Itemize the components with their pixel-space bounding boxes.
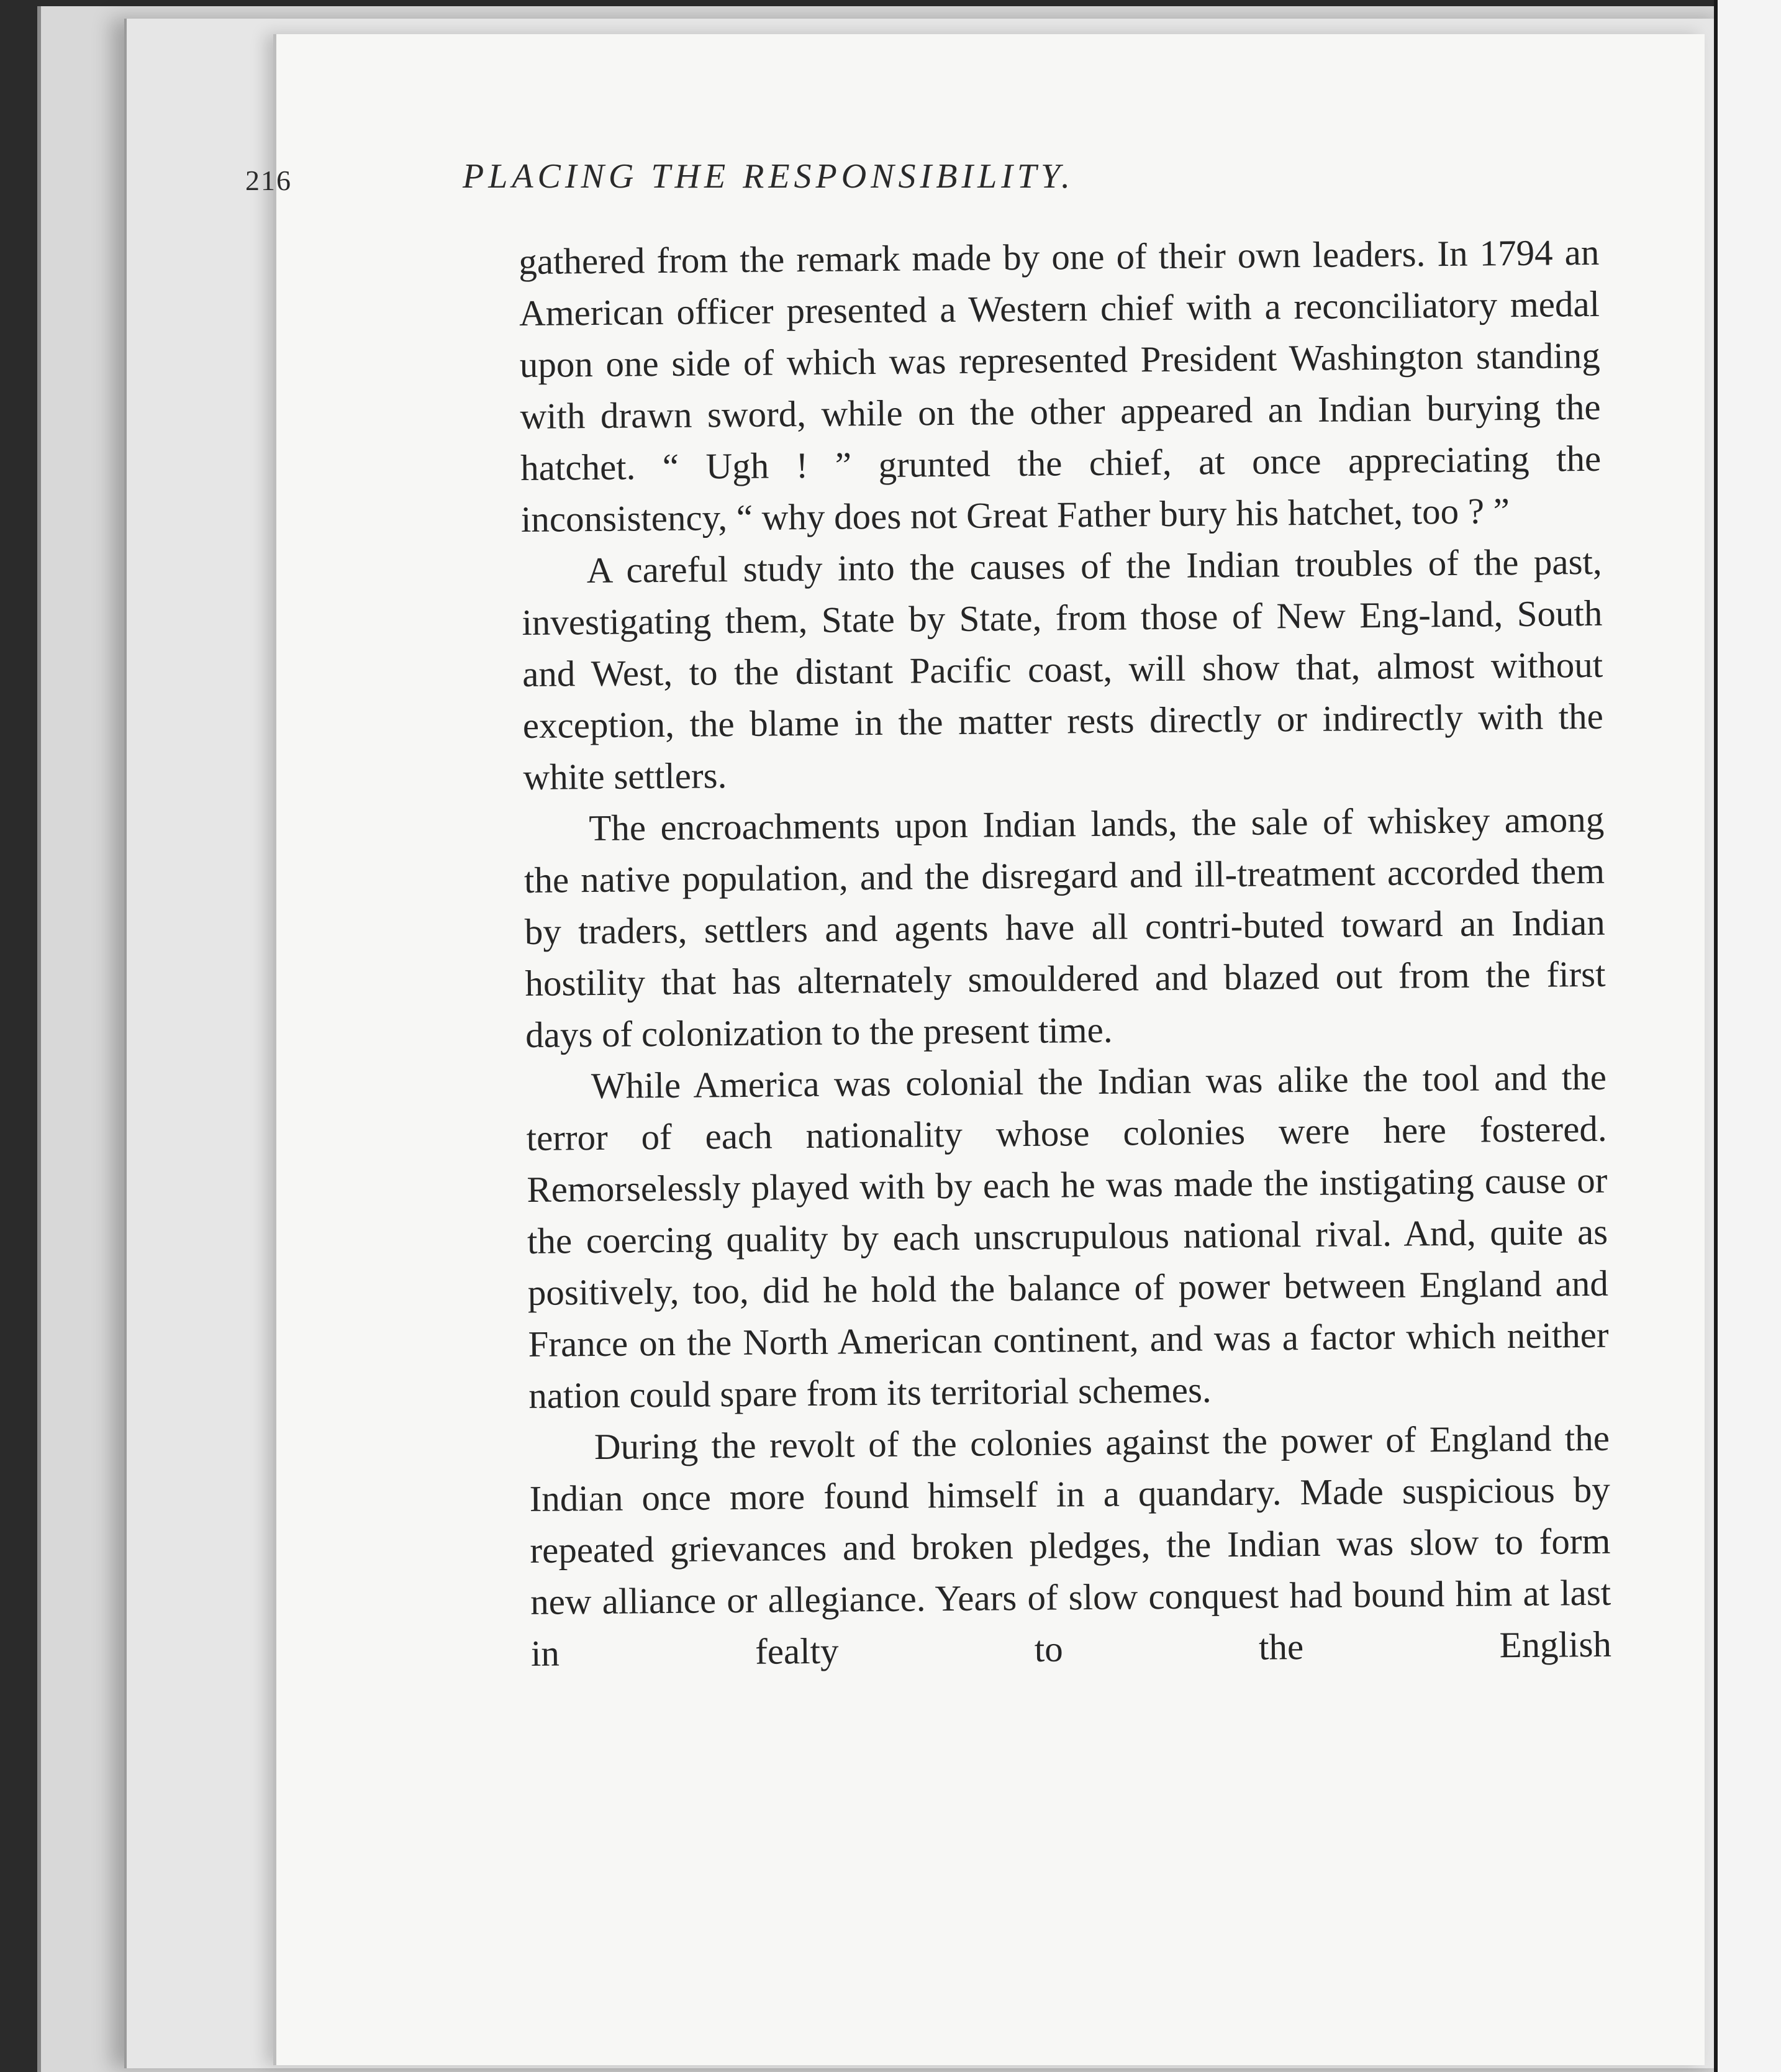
body-text bbox=[519, 227, 1611, 1679]
facing-page-edge bbox=[1714, 0, 1781, 2072]
paragraph-1: gathered from the remark made by one of their own leaders. In 1794 an American officer presented a Western chief with a reconciliatory medal upon one side of which was represented President Washington standing with drawn sword, while on the other appeared an Indian burying the hatchet. “ Ugh ! ” grunted the chief, at once appreciating the inconsistency, “ why does not Great Father bury his hatchet, too ? ” bbox=[519, 231, 1602, 540]
paragraph-3: The encroachments upon Indian lands, the sale of whiskey among the native population, and the disregard and ill-treatment accorded them by traders, settlers and agents have all contri-buted toward an Indian hostility that has alternately smouldered and blazed out from the first days of colonization to the present time. bbox=[523, 798, 1606, 1055]
paragraph-2: A careful study into the causes of the Indian troubles of the past, investigating them, State by State, from those of New Eng-land, South and West, to the distant Pacific coast, will show that, almost without exception, the blame in the matter rests directly or indirectly with the white settlers. bbox=[522, 540, 1604, 797]
running-head bbox=[245, 124, 1518, 196]
page-number: 216 bbox=[245, 165, 292, 196]
paragraph-4: While America was colonial the Indian was alike the tool and the terror of each nationality whose colonies were here fostered. Remorselessly played with by each he was made the instigating cause or the coercing quality by each unscrupulous national rival. And, quite as positively, too, did he hold the balance of power between England and France on the North American continent, and was a factor which neither nation could spare from its territorial schemes. bbox=[526, 1056, 1609, 1416]
paragraph-5: During the revolt of the colonies against the power of England the Indian once more found himself in a quandary. Made suspicious by repeated grievances and broken pledges, the Indian was slow to form new alliance or allegiance. Years of slow conquest had bound him at last in fealty to the English bbox=[529, 1417, 1612, 1674]
running-title: PLACING THE RESPONSIBILITY. bbox=[463, 157, 1075, 196]
